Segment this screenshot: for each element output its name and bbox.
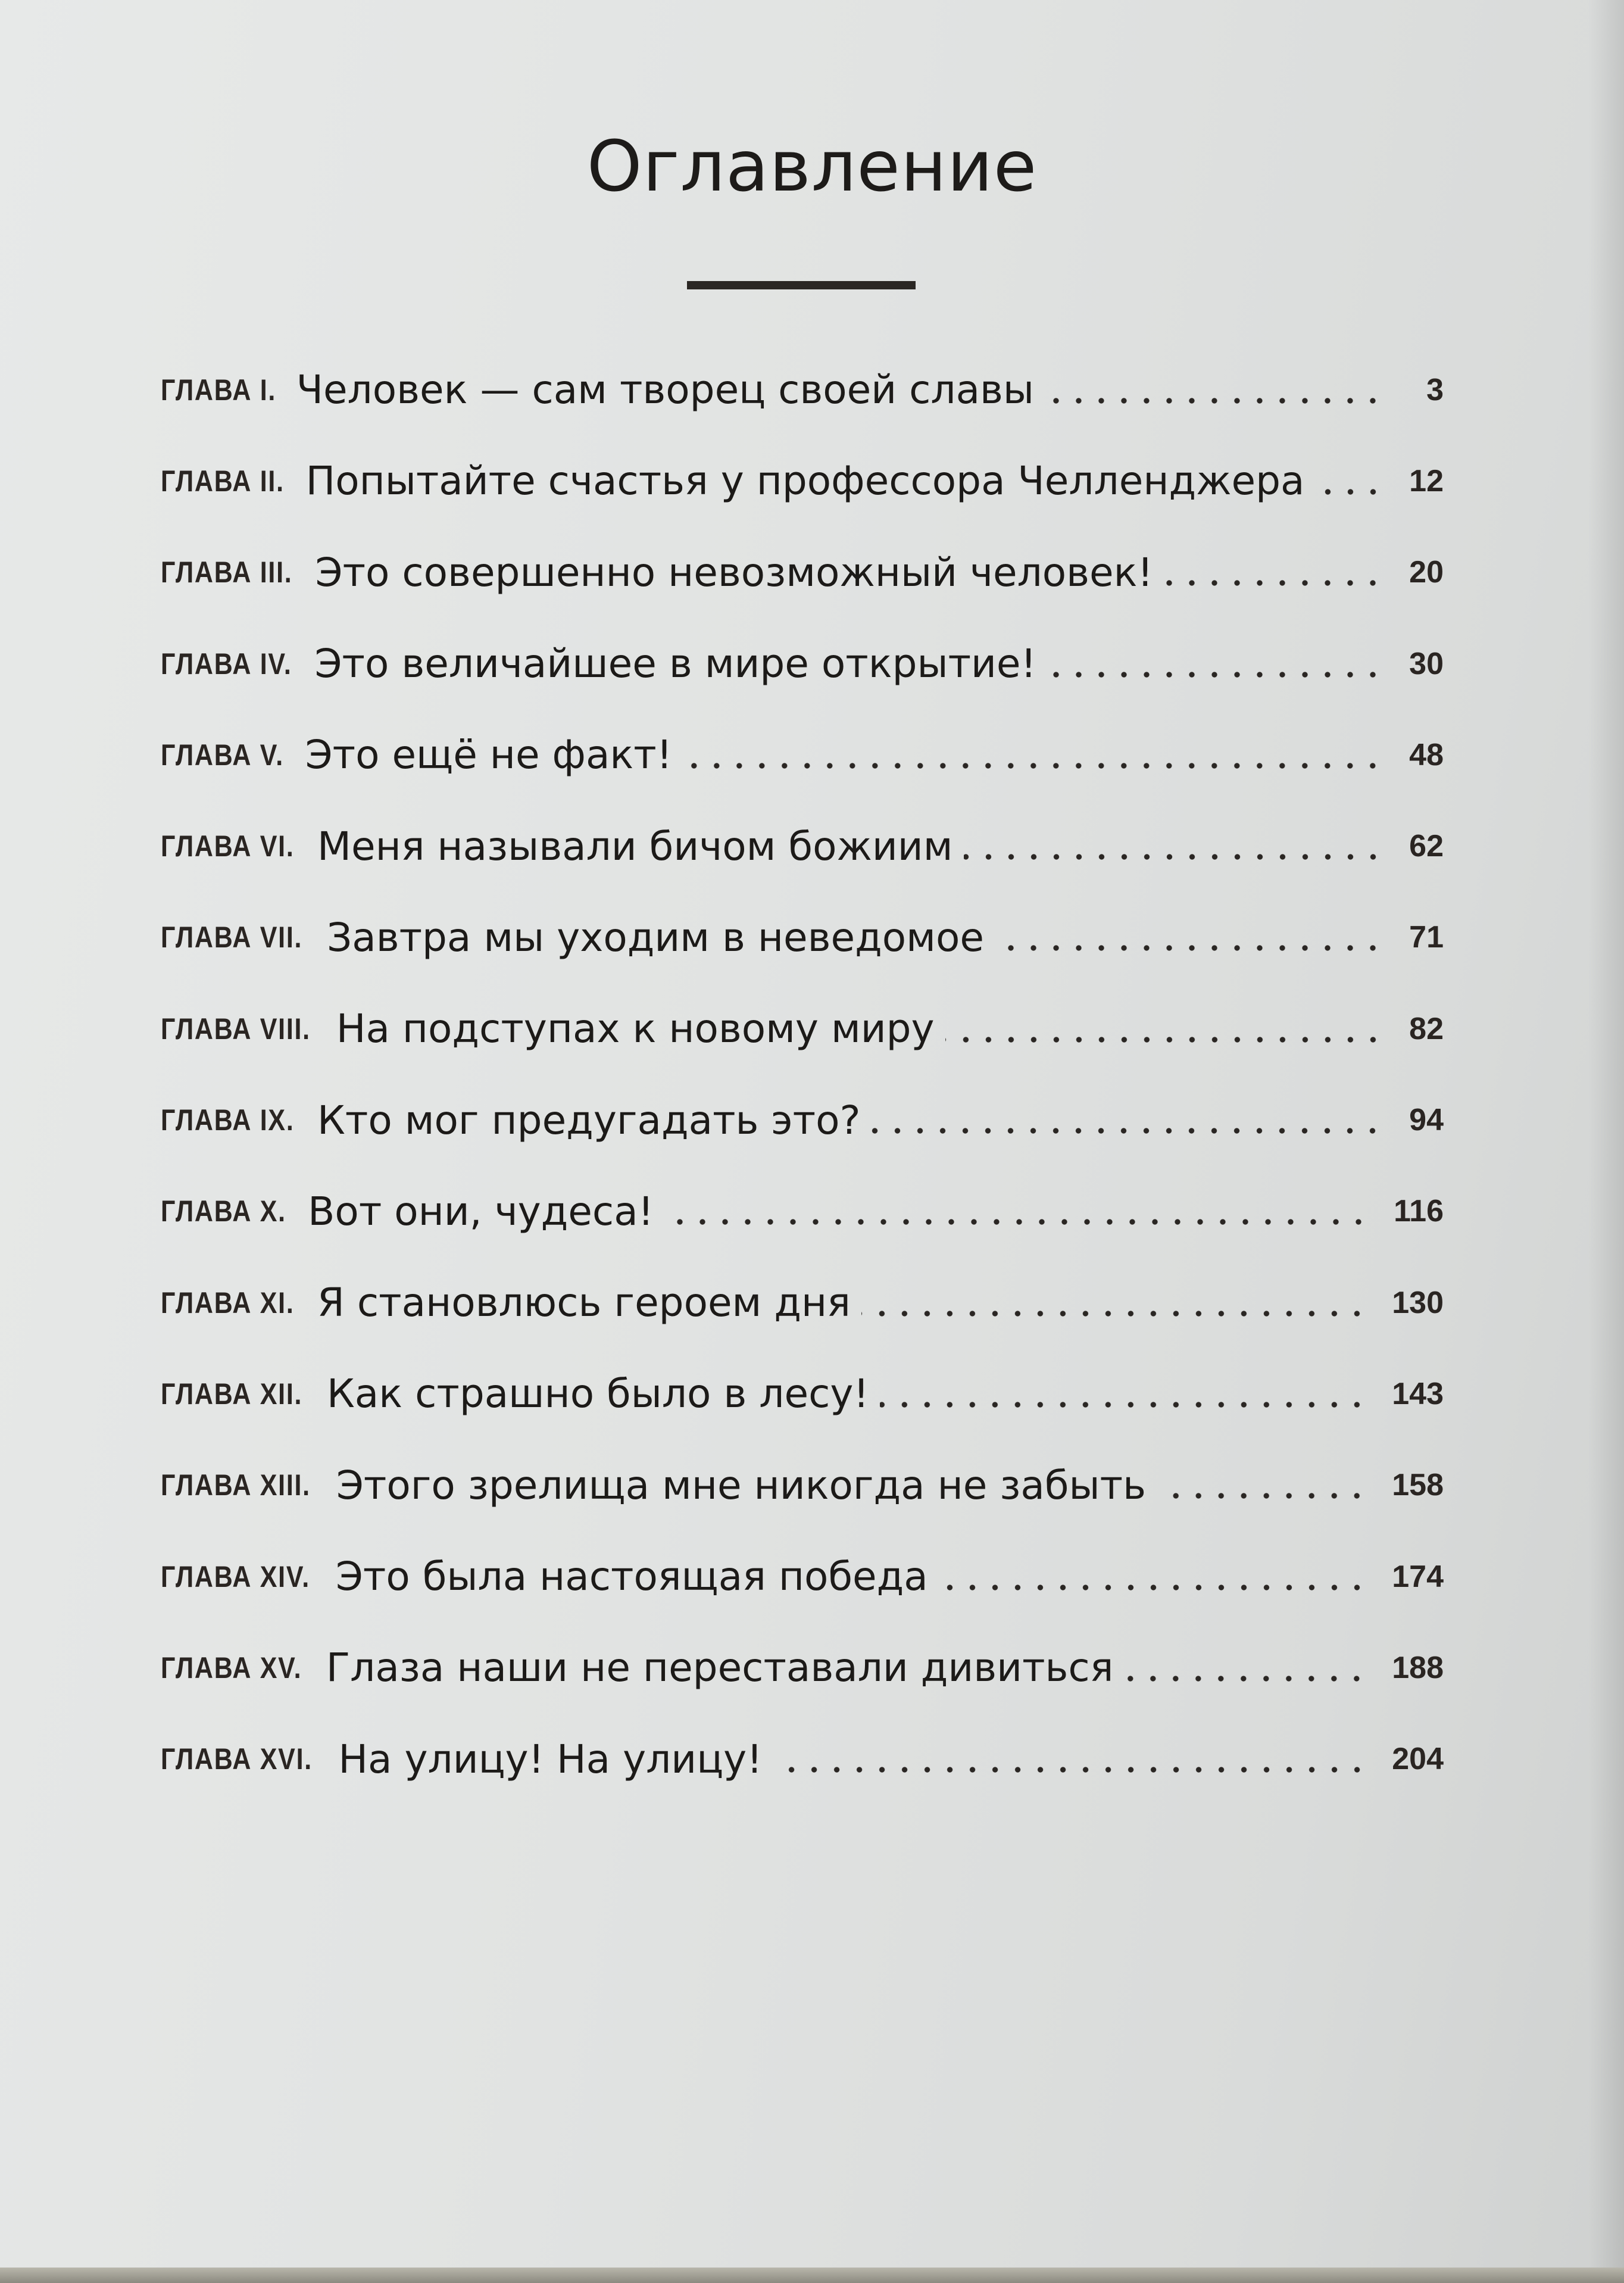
chapter-page-number: 143	[1392, 1376, 1444, 1411]
page-edge-shadow	[1588, 0, 1624, 2283]
chapter-title: Как страшно было в лесу!	[326, 1371, 869, 1417]
chapter-title: Это величайшее в мире открытие!	[314, 641, 1036, 687]
toc-entry-12	[161, 1348, 1444, 1439]
chapter-label: ГЛАВА XI.	[161, 1286, 295, 1320]
toc-entry-8	[161, 983, 1444, 1074]
chapter-title: Это ещё не факт!	[305, 732, 673, 778]
chapter-label: ГЛАВА VIII.	[161, 1012, 311, 1046]
chapter-page-number: 30	[1409, 646, 1444, 681]
chapter-title: Завтра мы уходим в неведомое	[326, 914, 984, 960]
dot-leader	[880, 1400, 1368, 1409]
dot-leader	[1316, 487, 1384, 497]
chapter-label: ГЛАВА II.	[161, 464, 285, 498]
chapter-label: ГЛАВА VI.	[161, 829, 295, 863]
chapter-title: На подступах к новому миру	[336, 1006, 935, 1052]
dot-leader	[1045, 396, 1384, 406]
chapter-page-number: 82	[1409, 1011, 1444, 1046]
toc-entry-6	[161, 800, 1444, 891]
chapter-page-number: 204	[1392, 1742, 1444, 1777]
dot-leader	[773, 1765, 1369, 1774]
dot-leader	[945, 1035, 1384, 1044]
chapter-label: ГЛАВА XIII.	[161, 1468, 311, 1502]
chapter-title: Вот они, чудеса!	[308, 1188, 654, 1234]
toc-entry-16	[161, 1713, 1444, 1804]
chapter-page-number: 48	[1409, 737, 1444, 772]
dot-leader	[1124, 1674, 1368, 1683]
dot-leader	[1157, 1491, 1368, 1501]
toc-entry-7	[161, 892, 1444, 983]
toc-entry-10	[161, 1166, 1444, 1257]
chapter-page-number: 158	[1392, 1468, 1444, 1503]
chapter-page-number: 94	[1409, 1103, 1444, 1138]
chapter-page-number: 12	[1409, 463, 1444, 498]
chapter-title: Человек — сам творец своей славы	[296, 367, 1035, 413]
toc-entry-13	[161, 1440, 1444, 1531]
chapter-label: ГЛАВА IX.	[161, 1103, 295, 1137]
chapter-label: ГЛАВА XII.	[161, 1377, 303, 1411]
toc-entry-14	[161, 1531, 1444, 1622]
dot-leader	[1164, 578, 1384, 588]
page-bottom-edge	[0, 2268, 1624, 2283]
page-title: Оглавление	[586, 125, 1038, 207]
dot-leader	[861, 1309, 1368, 1318]
chapter-page-number: 188	[1392, 1650, 1444, 1685]
toc-entry-11	[161, 1257, 1444, 1348]
chapter-title: Кто мог предугадать это?	[317, 1097, 861, 1143]
toc-entry-2	[161, 435, 1444, 526]
chapter-page-number: 130	[1392, 1285, 1444, 1320]
toc-entry-3	[161, 527, 1444, 618]
dot-leader	[871, 1126, 1384, 1136]
chapter-page-number: 174	[1392, 1559, 1444, 1594]
chapter-label: ГЛАВА VII.	[161, 921, 303, 955]
dot-leader	[1047, 670, 1384, 679]
chapter-label: ГЛАВА I.	[161, 373, 277, 407]
chapter-title: Меня называли бичом божиим	[317, 823, 953, 869]
chapter-page-number: 3	[1426, 372, 1444, 407]
chapter-title: Глаза наши не переставали дивиться	[326, 1645, 1114, 1691]
dot-leader	[683, 761, 1384, 771]
title-underline-rule	[687, 281, 916, 289]
toc-entry-4	[161, 618, 1444, 709]
chapter-title: Я становлюсь героем дня	[317, 1280, 851, 1326]
chapter-page-number: 62	[1409, 829, 1444, 864]
chapter-label: ГЛАВА III.	[161, 556, 293, 590]
table-of-contents	[161, 344, 1444, 1805]
dot-leader	[664, 1217, 1370, 1227]
dot-leader	[939, 1583, 1368, 1592]
dot-leader	[995, 943, 1384, 953]
chapter-label: ГЛАВА V.	[161, 738, 284, 772]
chapter-title: Этого зрелища мне никогда не забыть	[336, 1462, 1147, 1508]
chapter-label: ГЛАВА IV.	[161, 647, 292, 681]
chapter-page-number: 71	[1409, 920, 1444, 955]
chapter-label: ГЛАВА XV.	[161, 1651, 302, 1685]
chapter-label: ГЛАВА XVI.	[161, 1742, 313, 1776]
chapter-title: Это совершенно невозможный человек!	[315, 549, 1153, 595]
dot-leader	[964, 852, 1385, 862]
chapter-page-number: 20	[1409, 555, 1444, 590]
toc-entry-9	[161, 1074, 1444, 1165]
chapter-title: На улицу! На улицу!	[338, 1736, 763, 1782]
chapter-label: ГЛАВА XIV.	[161, 1560, 310, 1593]
chapter-label: ГЛАВА X.	[161, 1194, 286, 1228]
chapter-title: Это была настоящая победа	[335, 1554, 928, 1599]
toc-entry-15	[161, 1622, 1444, 1713]
chapter-title: Попытайте счастья у профессора Челленджера	[305, 458, 1305, 504]
chapter-page-number: 116	[1394, 1194, 1444, 1229]
toc-entry-5	[161, 709, 1444, 800]
toc-entry-1	[161, 344, 1444, 435]
